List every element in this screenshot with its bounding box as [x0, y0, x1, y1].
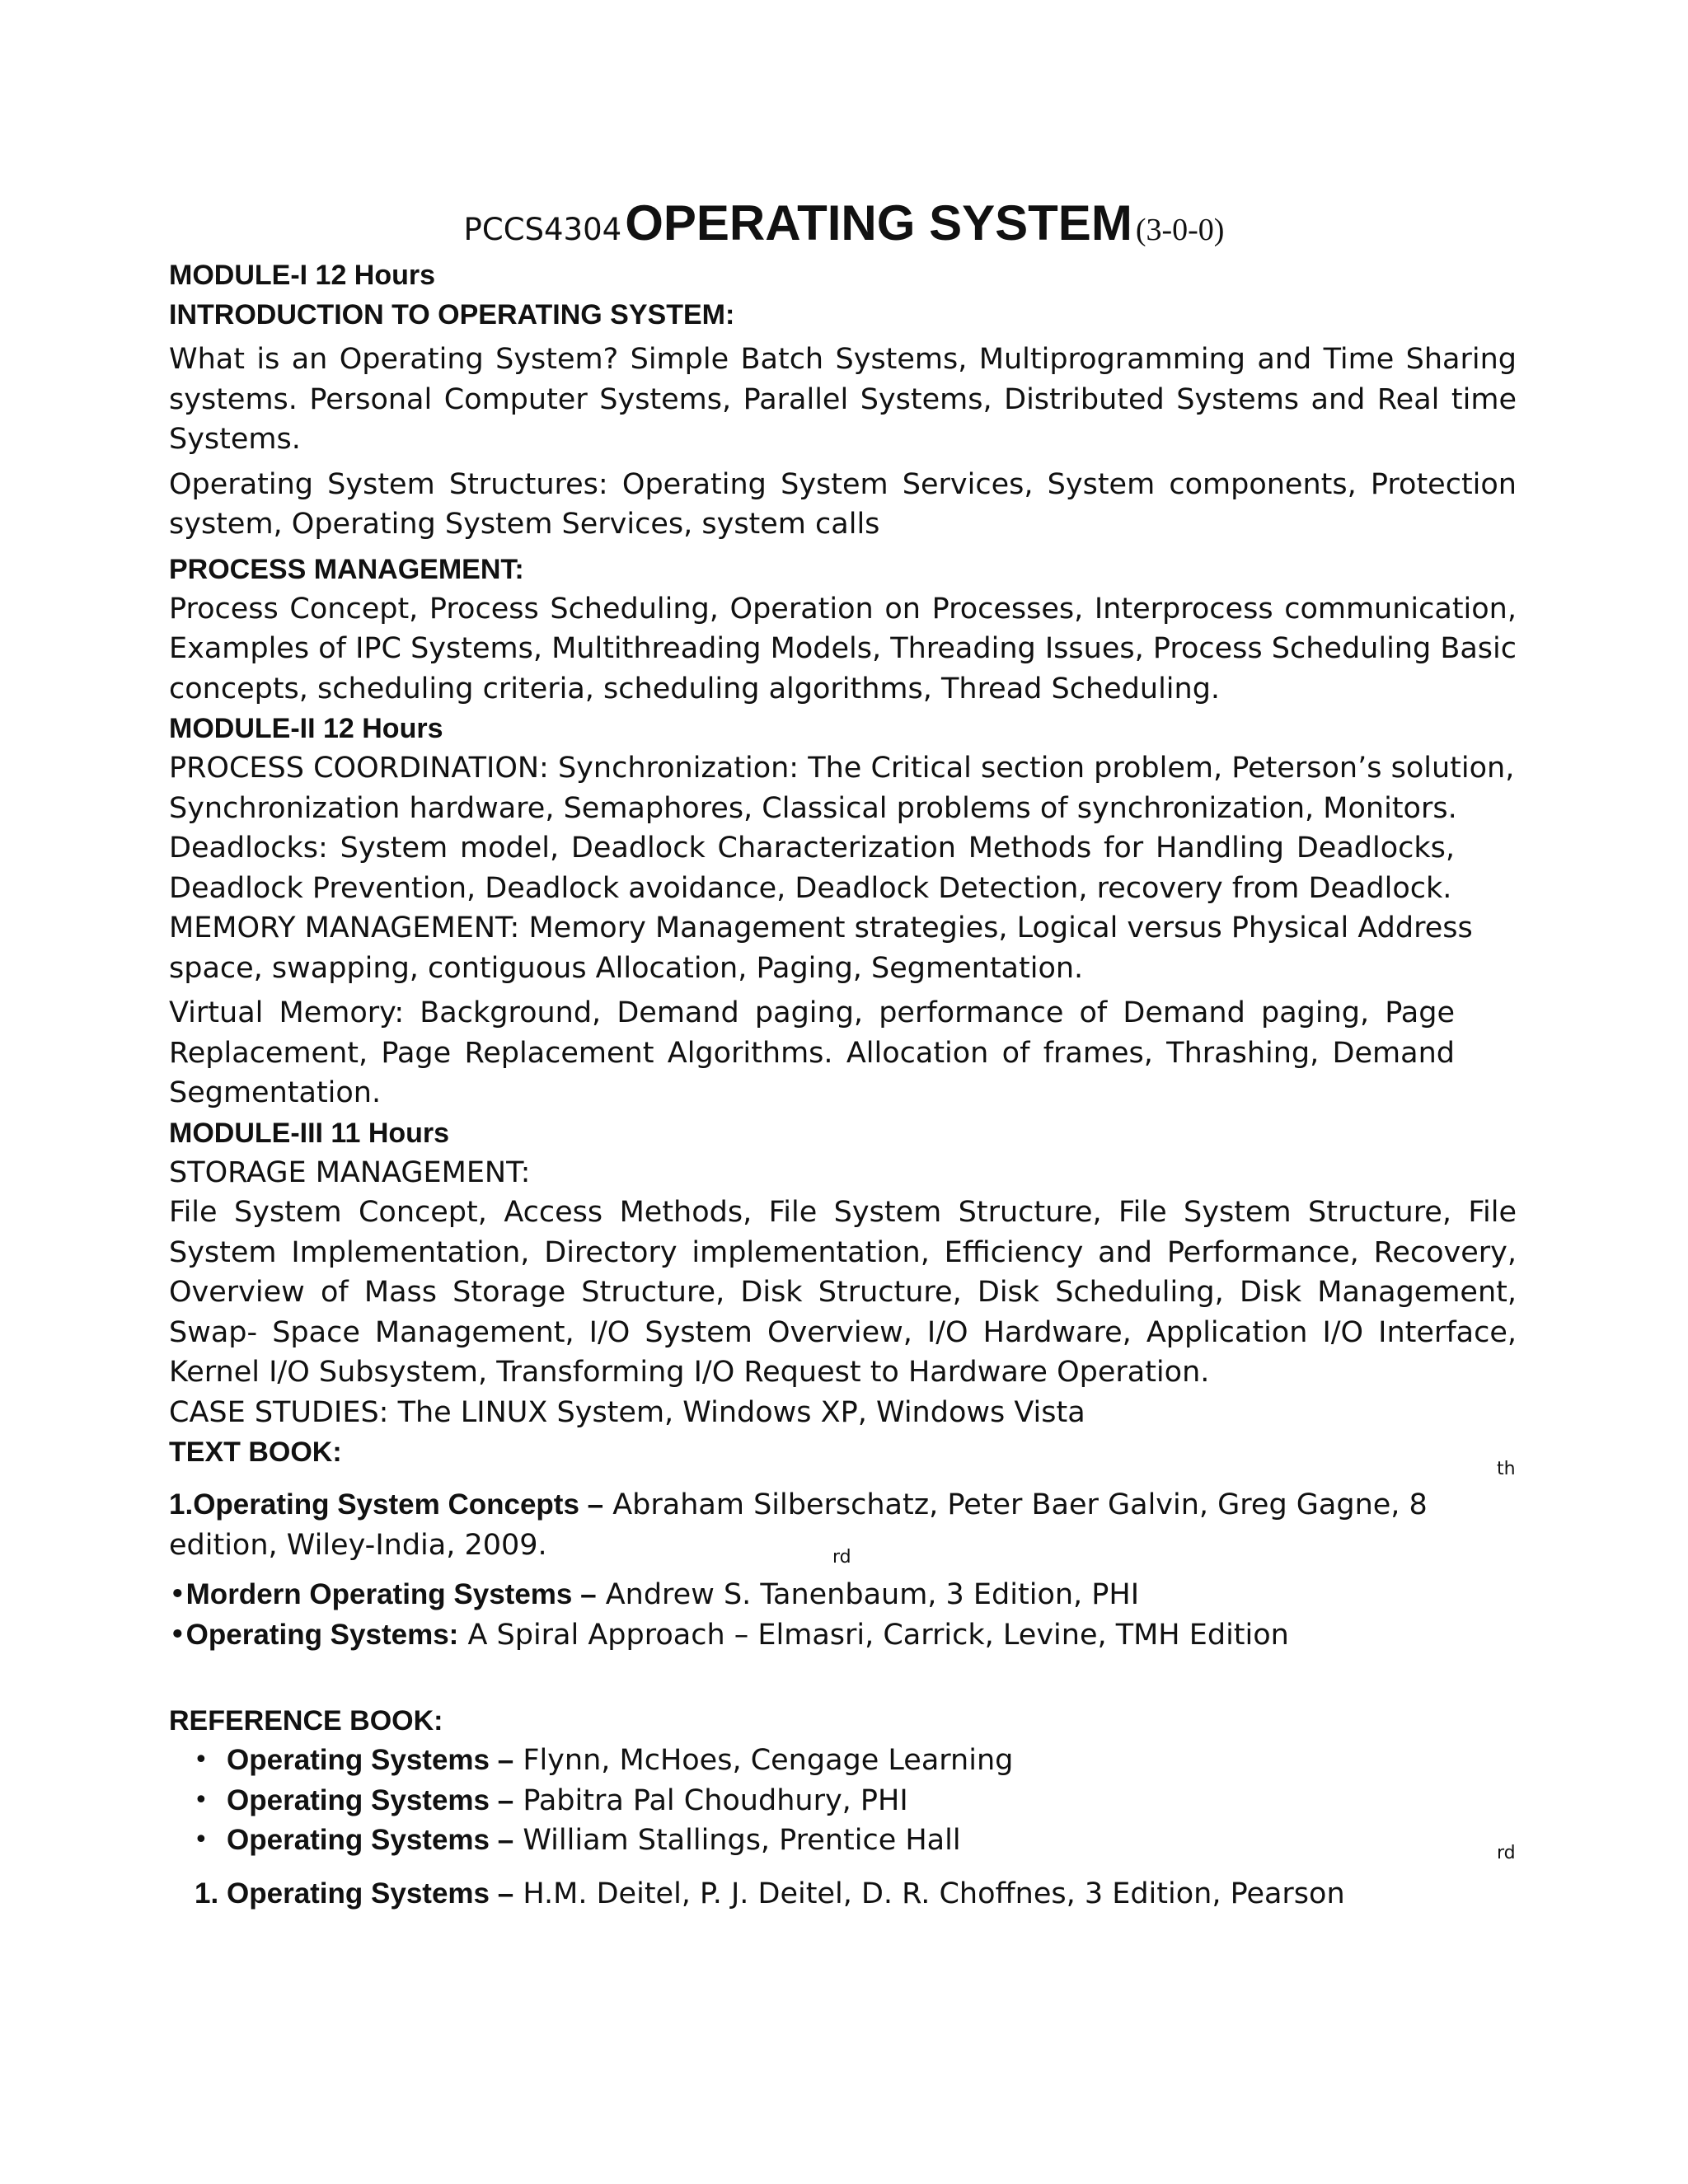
course-name: OPERATING SYSTEM	[625, 195, 1132, 251]
textbook-1-superscript: th	[1497, 1459, 1516, 1479]
course-code: PCCS4304	[463, 212, 622, 247]
module-3-heading: MODULE-III 11 Hours	[169, 1117, 450, 1149]
storage-heading: STORAGE MANAGEMENT:	[169, 1155, 531, 1189]
virtual-memory-paragraph: Virtual Memory: Background, Demand paging, performance of Demand paging, Page Replacement, Page Replacement Algorithms. Allocation of frames, Thrashing, Demand Segmentation.	[169, 996, 1455, 1109]
intro-paragraph-1: What is an Operating System? Simple Batch Systems, Multiprogramming and Time Sharing systems. Personal Computer Systems, Parallel Systems, Distributed Systems and Real time Systems.	[169, 343, 1517, 456]
textbook-2-title: Mordern Operating Systems –	[185, 1578, 597, 1610]
textbook-1-edition: edition, Wiley-India, 2009.	[169, 1528, 547, 1562]
course-credits: (3-0-0)	[1135, 213, 1225, 247]
textbook-2-superscript: rd	[832, 1547, 851, 1568]
reference-title: Operating Systems –	[227, 1744, 514, 1776]
textbook-3-authors: A Spiral Approach – Elmasri, Carrick, Levine, TMH Edition	[458, 1618, 1289, 1652]
reference-authors: H.M. Deitel, P. J. Deitel, D. R. Choffnes, 3 Edition, Pearson	[513, 1877, 1345, 1910]
textbook-item-2	[169, 1575, 1517, 1615]
case-studies-paragraph: CASE STUDIES: The LINUX System, Windows XP, Windows Vista	[169, 1395, 1085, 1429]
module-2-heading: MODULE-II 12 Hours	[169, 713, 443, 744]
textbook-heading: TEXT BOOK:	[169, 1436, 342, 1468]
reference-authors: William Stallings, Prentice Hall	[513, 1824, 961, 1857]
intro-paragraph-2: Operating System Structures: Operating System Services, System components, Protection system, Operating System Services, system calls	[169, 467, 1517, 541]
reference-title: Operating Systems –	[227, 1877, 514, 1910]
process-heading: PROCESS MANAGEMENT:	[169, 553, 524, 585]
deadlock-paragraph: Deadlocks: System model, Deadlock Characterization Methods for Handling Deadlocks, Deadlock Prevention, Deadlock avoidance, Deadlock Detection, recovery from Deadlock.	[169, 832, 1455, 905]
reference-title: Operating Systems –	[227, 1783, 514, 1816]
textbook-2-authors: Andrew S. Tanenbaum, 3 Edition, PHI	[596, 1578, 1140, 1611]
reference-number: 1.	[195, 1877, 219, 1910]
reference-item	[169, 1821, 1517, 1861]
bullet-icon: •	[194, 1785, 209, 1815]
reference-numbered-item	[169, 1874, 1517, 1914]
textbook-3-title: Operating Systems:	[185, 1618, 459, 1651]
page-title	[0, 194, 1688, 251]
textbook-item-3	[169, 1615, 1517, 1656]
reference-list	[169, 1741, 1517, 1861]
reference-item	[169, 1781, 1517, 1821]
reference-item	[169, 1741, 1517, 1781]
bullet-icon: •	[169, 1618, 186, 1652]
syllabus-content	[169, 255, 1517, 1914]
bullet-icon: •	[194, 1746, 209, 1774]
textbook-1-authors: Abraham Silberschatz, Peter Baer Galvin, Greg Gagne, 8	[603, 1488, 1428, 1521]
reference-superscript: rd	[1497, 1843, 1516, 1863]
reference-authors: Pabitra Pal Choudhury, PHI	[513, 1783, 908, 1817]
module-1-heading: MODULE-I 12 Hours	[169, 260, 436, 291]
reference-title: Operating Systems –	[227, 1824, 514, 1856]
textbook-1-title: 1.Operating System Concepts –	[169, 1488, 604, 1521]
coordination-paragraph: PROCESS COORDINATION: Synchronization: The Critical section problem, Peterson’s solution, Synchronization hardware, Semaphores, Classical problems of synchronization, Monitors.	[169, 752, 1515, 825]
process-paragraph: Process Concept, Process Scheduling, Operation on Processes, Interprocess communication, Examples of IPC Systems, Multithreading Models, Threading Issues, Process Scheduling Basic concepts, scheduling criteria, scheduling algorithms, Thread Scheduling.	[169, 592, 1517, 705]
intro-heading: INTRODUCTION TO OPERATING SYSTEM:	[169, 299, 735, 330]
bullet-icon: •	[194, 1825, 209, 1854]
storage-paragraph: File System Concept, Access Methods, File System Structure, File System Structure, File System Implementation, Directory implementation, Efficiency and Performance, Recovery, Overview of Mass Storage Structure, Disk Structure, Disk Scheduling, Disk Management, Swap- Space Management, I/O System Overview, I/O Hardware, Application I/O Interface, Kernel I/O Subsystem, Transforming I/O Request to Hardware Operation.	[169, 1196, 1517, 1389]
bullet-icon: •	[169, 1578, 186, 1611]
memory-paragraph: MEMORY MANAGEMENT: Memory Management strategies, Logical versus Physical Address space, swapping, contiguous Allocation, Paging, Segmentation.	[169, 912, 1473, 985]
reference-heading: REFERENCE BOOK:	[169, 1705, 443, 1736]
reference-authors: Flynn, McHoes, Cengage Learning	[513, 1744, 1014, 1777]
